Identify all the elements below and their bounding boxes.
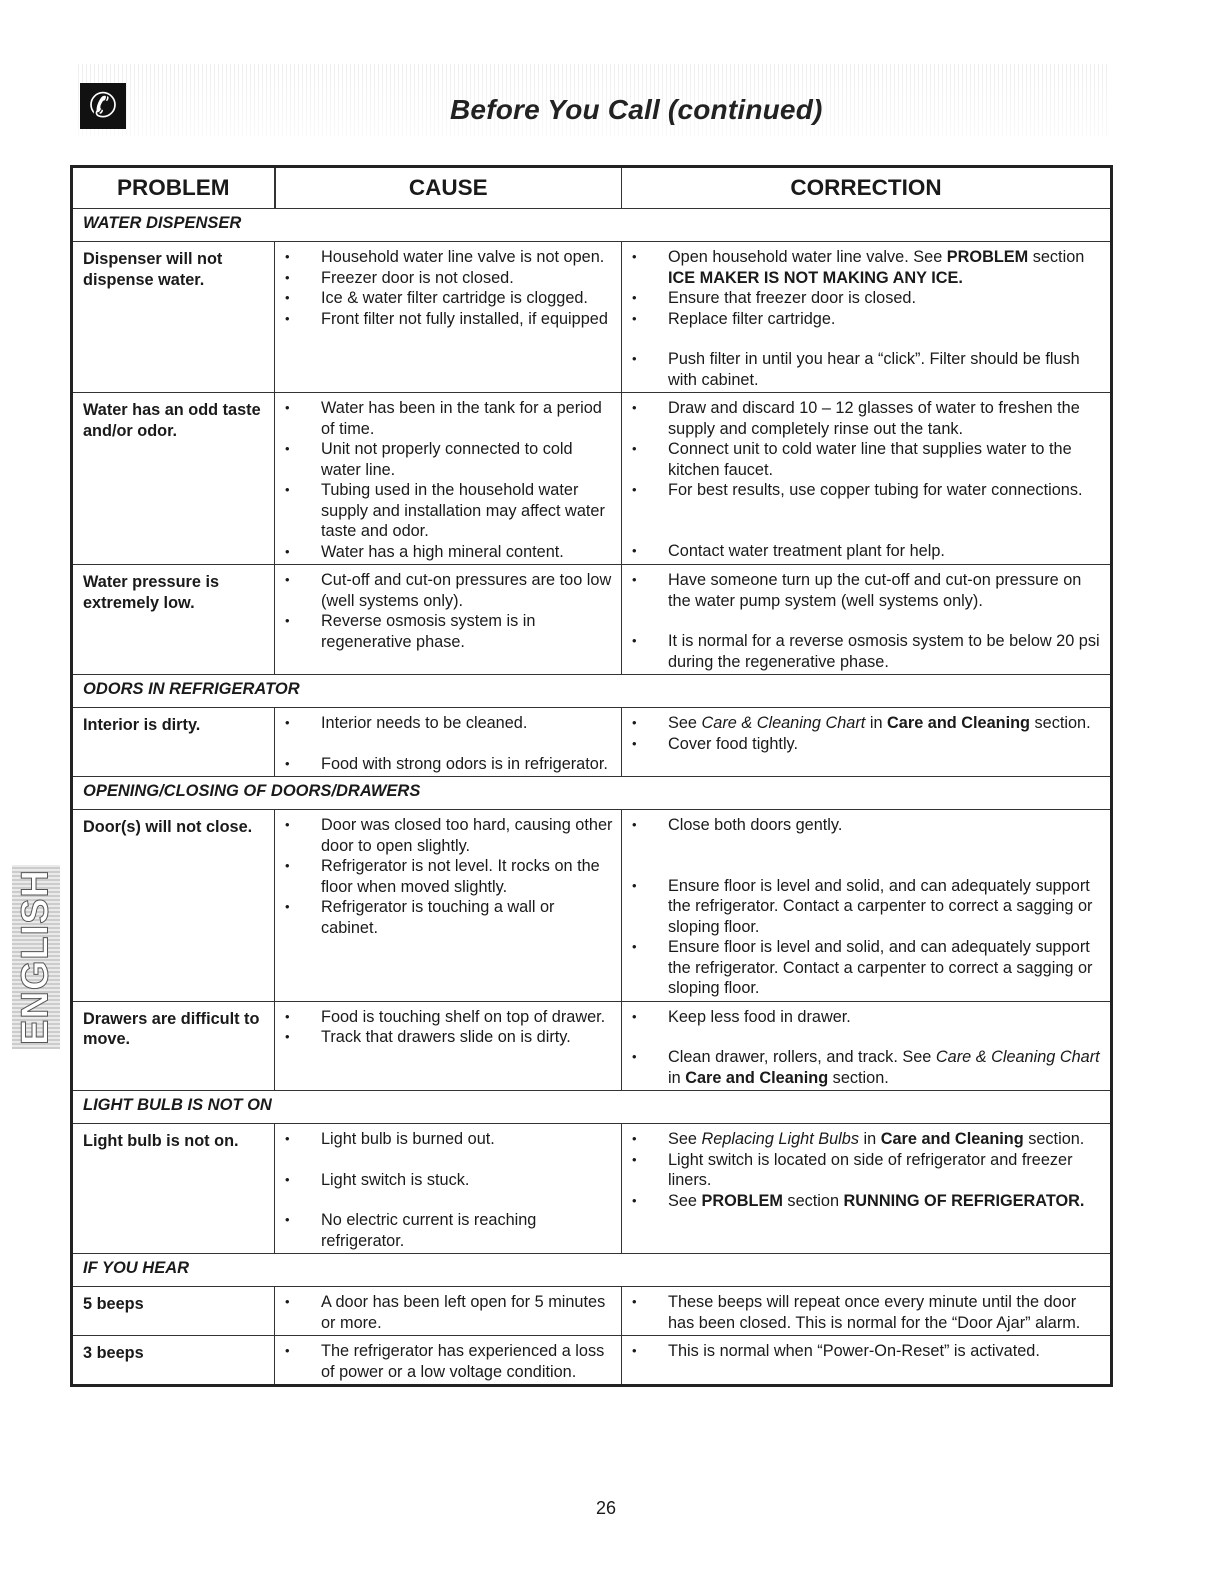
section-water-dispenser: WATER DISPENSER <box>72 209 1112 242</box>
correction-item: • See PROBLEM section RUNNING OF REFRIGERATOR. <box>630 1191 1104 1212</box>
cause-item: • Food is touching shelf on top of drawer. <box>283 1007 615 1028</box>
language-tab <box>12 865 60 1049</box>
correction-cell <box>622 565 1112 675</box>
cause-cell <box>275 810 622 1002</box>
correction-item: • Replace filter cartridge. <box>630 309 1104 330</box>
cause-item: • Unit not properly connected to cold water line. <box>283 439 615 480</box>
problem-cell: Dispenser will not dispense water. <box>72 242 275 393</box>
cause-cell <box>275 393 622 565</box>
cause-item: • Light bulb is burned out. <box>283 1129 615 1150</box>
cause-item: • No electric current is reaching refrigerator. <box>283 1210 615 1251</box>
cause-item: • A door has been left open for 5 minutes or more. <box>283 1292 615 1333</box>
correction-cell <box>622 708 1112 777</box>
cause-item: • The refrigerator has experienced a loss of power or a low voltage condition. <box>283 1341 615 1382</box>
problem-cell: Water has an odd taste and/or odor. <box>72 393 275 565</box>
cause-item: • Household water line valve is not open. <box>283 247 615 268</box>
section-odors: ODORS IN REFRIGERATOR <box>72 675 1112 708</box>
section-light-bulb: LIGHT BULB IS NOT ON <box>72 1091 1112 1124</box>
correction-item: • Clean drawer, rollers, and track. See Care & Cleaning Chart in Care and Cleaning section. <box>630 1047 1104 1088</box>
correction-item: • Contact water treatment plant for help. <box>630 541 1104 562</box>
cause-item: • Water has a high mineral content. <box>283 542 615 563</box>
table-row <box>72 1124 1112 1254</box>
cause-item: • Ice & water filter cartridge is clogged. <box>283 288 615 309</box>
section-if-you-hear: IF YOU HEAR <box>72 1254 1112 1287</box>
correction-item: • Have someone turn up the cut-off and cut-on pressure on the water pump system (well systems only). <box>630 570 1104 611</box>
cause-cell <box>275 565 622 675</box>
correction-item: • Open household water line valve. See PROBLEM section ICE MAKER IS NOT MAKING ANY ICE. <box>630 247 1104 288</box>
cause-item: • Front filter not fully installed, if equipped <box>283 309 615 330</box>
correction-item: • Ensure floor is level and solid, and can adequately support the refrigerator. Contact a carpenter to correct a sagging or sloping floor. <box>630 876 1104 938</box>
cause-item: • Freezer door is not closed. <box>283 268 615 289</box>
cause-cell <box>275 708 622 777</box>
cause-item: • Reverse osmosis system is in regenerative phase. <box>283 611 615 652</box>
correction-column-header: CORRECTION <box>622 167 1112 209</box>
table-row <box>72 242 1112 393</box>
correction-cell <box>622 1124 1112 1254</box>
cause-cell <box>275 242 622 393</box>
table-header-row <box>72 167 1112 209</box>
correction-item: • This is normal when “Power-On-Reset” is activated. <box>630 1341 1104 1362</box>
section-doors-drawers: OPENING/CLOSING OF DOORS/DRAWERS <box>72 777 1112 810</box>
correction-item: • For best results, use copper tubing for water connections. <box>630 480 1104 501</box>
cause-item: • Water has been in the tank for a period of time. <box>283 398 615 439</box>
correction-item: • Push filter in until you hear a “click”. Filter should be flush with cabinet. <box>630 349 1104 390</box>
cause-item: • Tubing used in the household water supply and installation may affect water taste and odor. <box>283 480 615 542</box>
cause-item: • Refrigerator is not level. It rocks on the floor when moved slightly. <box>283 856 615 897</box>
cause-item: • Food with strong odors is in refrigerator. <box>283 754 615 775</box>
cause-item: • Refrigerator is touching a wall or cabinet. <box>283 897 615 938</box>
correction-cell <box>622 1287 1112 1336</box>
cause-item: • Door was closed too hard, causing other door to open slightly. <box>283 815 615 856</box>
cause-cell <box>275 1336 622 1386</box>
cause-item: • Cut-off and cut-on pressures are too low (well systems only). <box>283 570 615 611</box>
correction-cell <box>622 393 1112 565</box>
correction-item: • Cover food tightly. <box>630 734 1104 755</box>
problem-cell: Drawers are difficult to move. <box>72 1001 275 1091</box>
correction-item: • Light switch is located on side of refrigerator and freezer liners. <box>630 1150 1104 1191</box>
correction-cell <box>622 242 1112 393</box>
cause-item: • Light switch is stuck. <box>283 1170 615 1191</box>
correction-cell <box>622 1001 1112 1091</box>
problem-cell: Interior is dirty. <box>72 708 275 777</box>
page-title: Before You Call (continued) <box>450 94 823 125</box>
cause-item: • Track that drawers slide on is dirty. <box>283 1027 615 1048</box>
correction-item: • Draw and discard 10 – 12 glasses of water to freshen the supply and completely rinse out the tank. <box>630 398 1104 439</box>
troubleshooting-table <box>70 165 1113 1387</box>
problem-cell: Water pressure is extremely low. <box>72 565 275 675</box>
problem-cell: 3 beeps <box>72 1336 275 1386</box>
correction-item: • Connect unit to cold water line that supplies water to the kitchen faucet. <box>630 439 1104 480</box>
correction-cell <box>622 1336 1112 1386</box>
correction-cell <box>622 810 1112 1002</box>
problem-column-header: PROBLEM <box>72 167 275 209</box>
cause-cell <box>275 1124 622 1254</box>
table-row <box>72 393 1112 565</box>
page-header <box>75 64 1110 136</box>
table-row <box>72 708 1112 777</box>
correction-item: • These beeps will repeat once every minute until the door has been closed. This is normal for the “Door Ajar” alarm. <box>630 1292 1104 1333</box>
table-row <box>72 810 1112 1002</box>
table-row <box>72 1287 1112 1336</box>
table-row <box>72 565 1112 675</box>
table-row <box>72 1336 1112 1386</box>
language-tab-label: ENGLISH <box>14 869 57 1045</box>
cause-column-header: CAUSE <box>275 167 622 209</box>
problem-cell: Door(s) will not close. <box>72 810 275 1002</box>
correction-item: • Ensure floor is level and solid, and can adequately support the refrigerator. Contact a carpenter to correct a sagging or sloping floor. <box>630 937 1104 999</box>
correction-item: • See Replacing Light Bulbs in Care and Cleaning section. <box>630 1129 1104 1150</box>
cause-item: • Interior needs to be cleaned. <box>283 713 615 734</box>
correction-item: • It is normal for a reverse osmosis system to be below 20 psi during the regenerative phase. <box>630 631 1104 672</box>
cause-cell <box>275 1287 622 1336</box>
correction-item: • Ensure that freezer door is closed. <box>630 288 1104 309</box>
correction-item: • Close both doors gently. <box>630 815 1104 836</box>
problem-cell: Light bulb is not on. <box>72 1124 275 1254</box>
problem-cell: 5 beeps <box>72 1287 275 1336</box>
correction-item: • See Care & Cleaning Chart in Care and Cleaning section. <box>630 713 1104 734</box>
cause-cell <box>275 1001 622 1091</box>
page-number: 26 <box>595 1498 617 1518</box>
correction-item: • Keep less food in drawer. <box>630 1007 1104 1028</box>
phone-icon: ✆ <box>80 83 126 129</box>
table-row <box>72 1001 1112 1091</box>
